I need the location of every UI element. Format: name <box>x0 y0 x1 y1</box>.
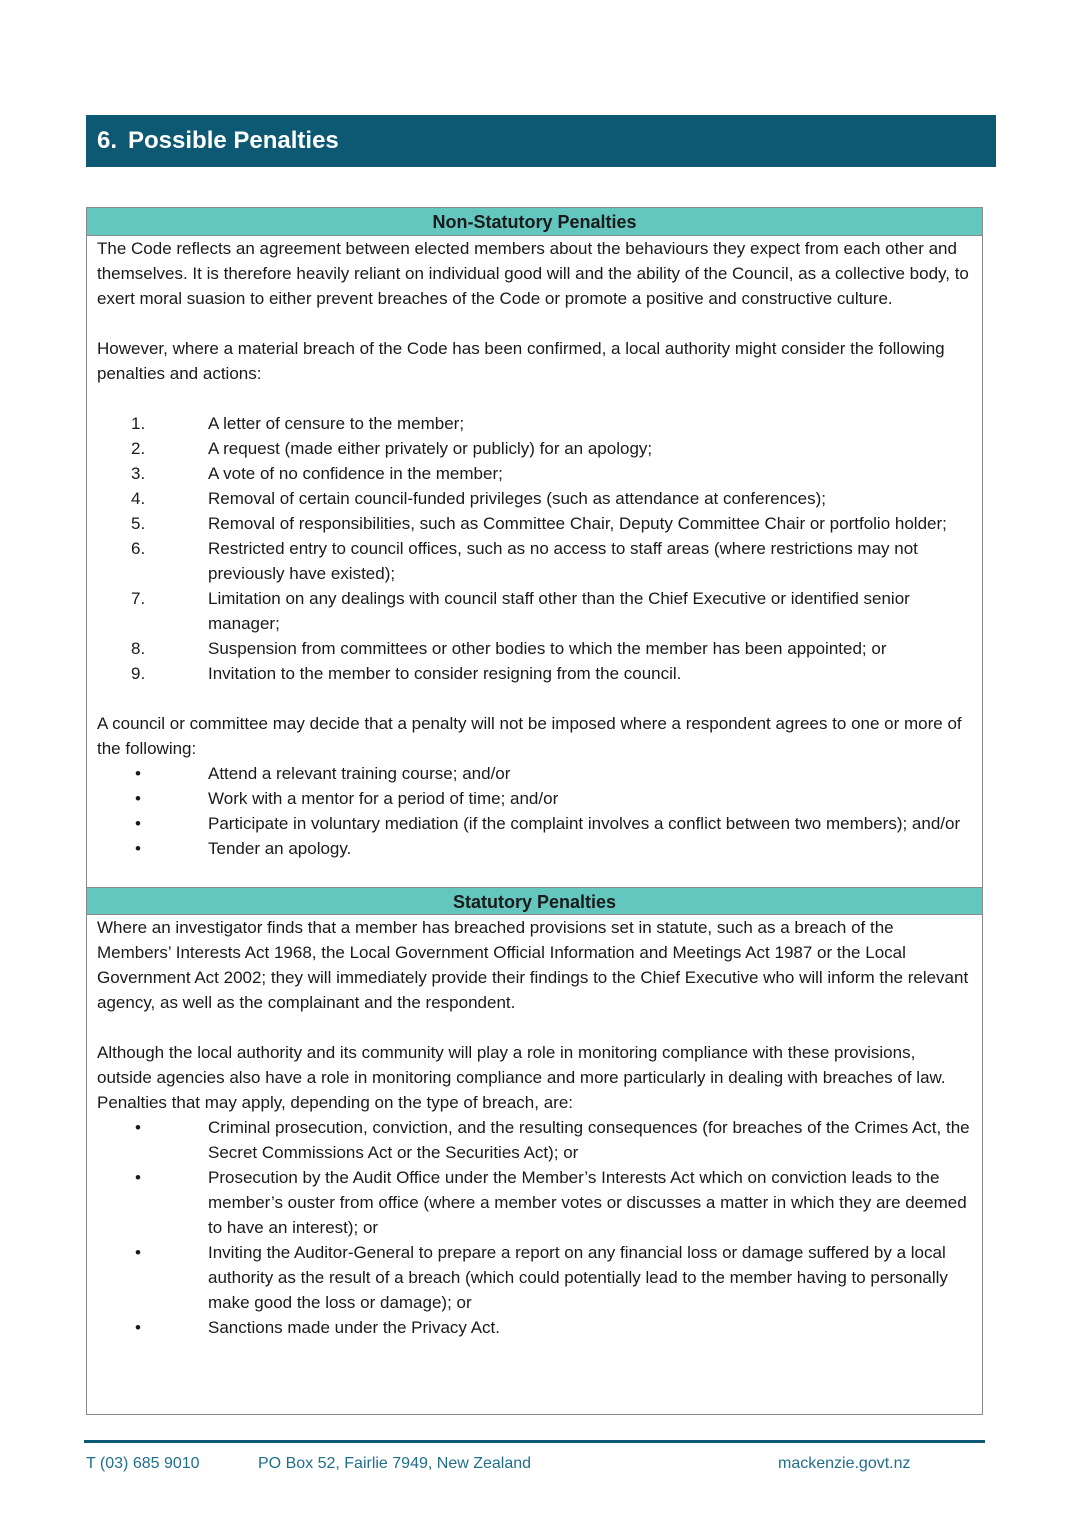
list-item-text: Invitation to the member to consider resigning from the council. <box>208 664 682 683</box>
statutory-body <box>87 915 982 1340</box>
non-statutory-lead: However, where a material breach of the Code has been confirmed, a local authority might consider the following penalties and actions: <box>97 339 945 383</box>
bullet-icon: • <box>135 1168 141 1187</box>
list-item <box>97 536 971 586</box>
alternatives-list <box>97 761 971 861</box>
non-statutory-intro: The Code reflects an agreement between elected members about the behaviours they expect from each other and themselves. It is therefore heavily reliant on individual good will and the ability of the Council, as a collective body, to exert moral suasion to either prevent breaches of the Code or promote a positive and constructive culture. <box>97 239 969 308</box>
bullet-icon: • <box>135 1243 141 1262</box>
list-item-text: Removal of responsibilities, such as Committee Chair, Deputy Committee Chair or portfolio holder; <box>208 514 947 533</box>
list-item-text: Attend a relevant training course; and/or <box>208 764 511 783</box>
statutory-heading: Statutory Penalties <box>87 887 982 915</box>
penalties-table <box>86 207 983 1415</box>
list-item <box>97 461 971 486</box>
list-number: 5. <box>131 514 146 533</box>
list-item-text: Criminal prosecution, conviction, and the resulting consequences (for breaches of the Crimes Act, the Secret Commissions Act or the Securities Act); or <box>208 1118 970 1162</box>
list-item <box>97 1165 971 1240</box>
list-item-text: Sanctions made under the Privacy Act. <box>208 1318 500 1337</box>
list-item-text: Suspension from committees or other bodies to which the member has been appointed; or <box>208 639 887 658</box>
non-statutory-heading: Non-Statutory Penalties <box>87 208 982 236</box>
list-number: 2. <box>131 439 146 458</box>
footer-phone: T (03) 685 9010 <box>86 1455 200 1472</box>
section-number: 6. <box>97 127 118 154</box>
list-item-text: A letter of censure to the member; <box>208 414 465 433</box>
list-item <box>97 636 971 661</box>
list-item-text: A vote of no confidence in the member; <box>208 464 503 483</box>
list-item-text: Inviting the Auditor-General to prepare a report on any financial loss or damage suffered by a local authority as the result of a breach (which could potentially lead to the member having to personally make good the loss or damage); or <box>208 1243 948 1312</box>
list-number: 4. <box>131 489 146 508</box>
list-item <box>97 411 971 436</box>
list-item-text: Work with a mentor for a period of time; and/or <box>208 789 559 808</box>
list-item-text: Restricted entry to council offices, such as no access to staff areas (where restrictions may not previously have existed); <box>208 539 918 583</box>
non-statutory-body <box>87 236 982 861</box>
footer-divider <box>84 1440 985 1443</box>
list-item <box>97 661 971 686</box>
bullet-icon: • <box>135 814 141 833</box>
list-item-text: Removal of certain council-funded privileges (such as attendance at conferences); <box>208 489 827 508</box>
list-number: 3. <box>131 464 146 483</box>
section-heading <box>86 115 996 167</box>
list-number: 7. <box>131 589 146 608</box>
list-item <box>97 761 971 786</box>
list-item <box>97 811 971 836</box>
list-item-text: Limitation on any dealings with council staff other than the Chief Executive or identified senior manager; <box>208 589 910 633</box>
list-item <box>97 436 971 461</box>
list-item-text: Participate in voluntary mediation (if the complaint involves a conflict between two members); and/or <box>208 814 961 833</box>
list-item-text: Prosecution by the Audit Office under the Member’s Interests Act which on conviction leads to the member’s ouster from office (where a member votes or discusses a matter in which they are deemed to have an interest); or <box>208 1168 967 1237</box>
list-item <box>97 786 971 811</box>
bullet-icon: • <box>135 1118 141 1137</box>
bullet-icon: • <box>135 839 141 858</box>
bullet-icon: • <box>135 789 141 808</box>
statutory-penalty-list <box>97 1115 971 1340</box>
list-number: 6. <box>131 539 146 558</box>
list-item <box>97 1240 971 1315</box>
penalty-list <box>97 411 971 686</box>
list-item <box>97 1115 971 1165</box>
bullet-icon: • <box>135 1318 141 1337</box>
list-item-text: Tender an apology. <box>208 839 352 858</box>
list-item <box>97 586 971 636</box>
footer-address: PO Box 52, Fairlie 7949, New Zealand <box>258 1455 532 1472</box>
alternatives-lead: A council or committee may decide that a penalty will not be imposed where a respondent agrees to one or more of the following: <box>97 714 962 758</box>
list-number: 1. <box>131 414 146 433</box>
list-item <box>97 511 971 536</box>
list-item <box>97 486 971 511</box>
list-item <box>97 1315 971 1340</box>
list-item <box>97 836 971 861</box>
footer-website[interactable]: mackenzie.govt.nz <box>778 1455 911 1472</box>
bullet-icon: • <box>135 764 141 783</box>
section-title: Possible Penalties <box>128 127 339 154</box>
list-item-text: A request (made either privately or publicly) for an apology; <box>208 439 653 458</box>
statutory-lead: Although the local authority and its community will play a role in monitoring compliance with these provisions, outside agencies also have a role in monitoring compliance and more particularly in dealing with breaches of law. Penalties that may apply, depending on the type of breach, are: <box>97 1043 946 1112</box>
list-number: 9. <box>131 664 146 683</box>
statutory-intro: Where an investigator finds that a member has breached provisions set in statute, such as a breach of the Members’ Interests Act 1968, the Local Government Official Information and Meetings Act 1987 or the Local Government Act 2002; they will immediately provide their findings to the Chief Executive who will inform the relevant agency, as well as the complainant and the respondent. <box>97 918 969 1012</box>
list-number: 8. <box>131 639 146 658</box>
